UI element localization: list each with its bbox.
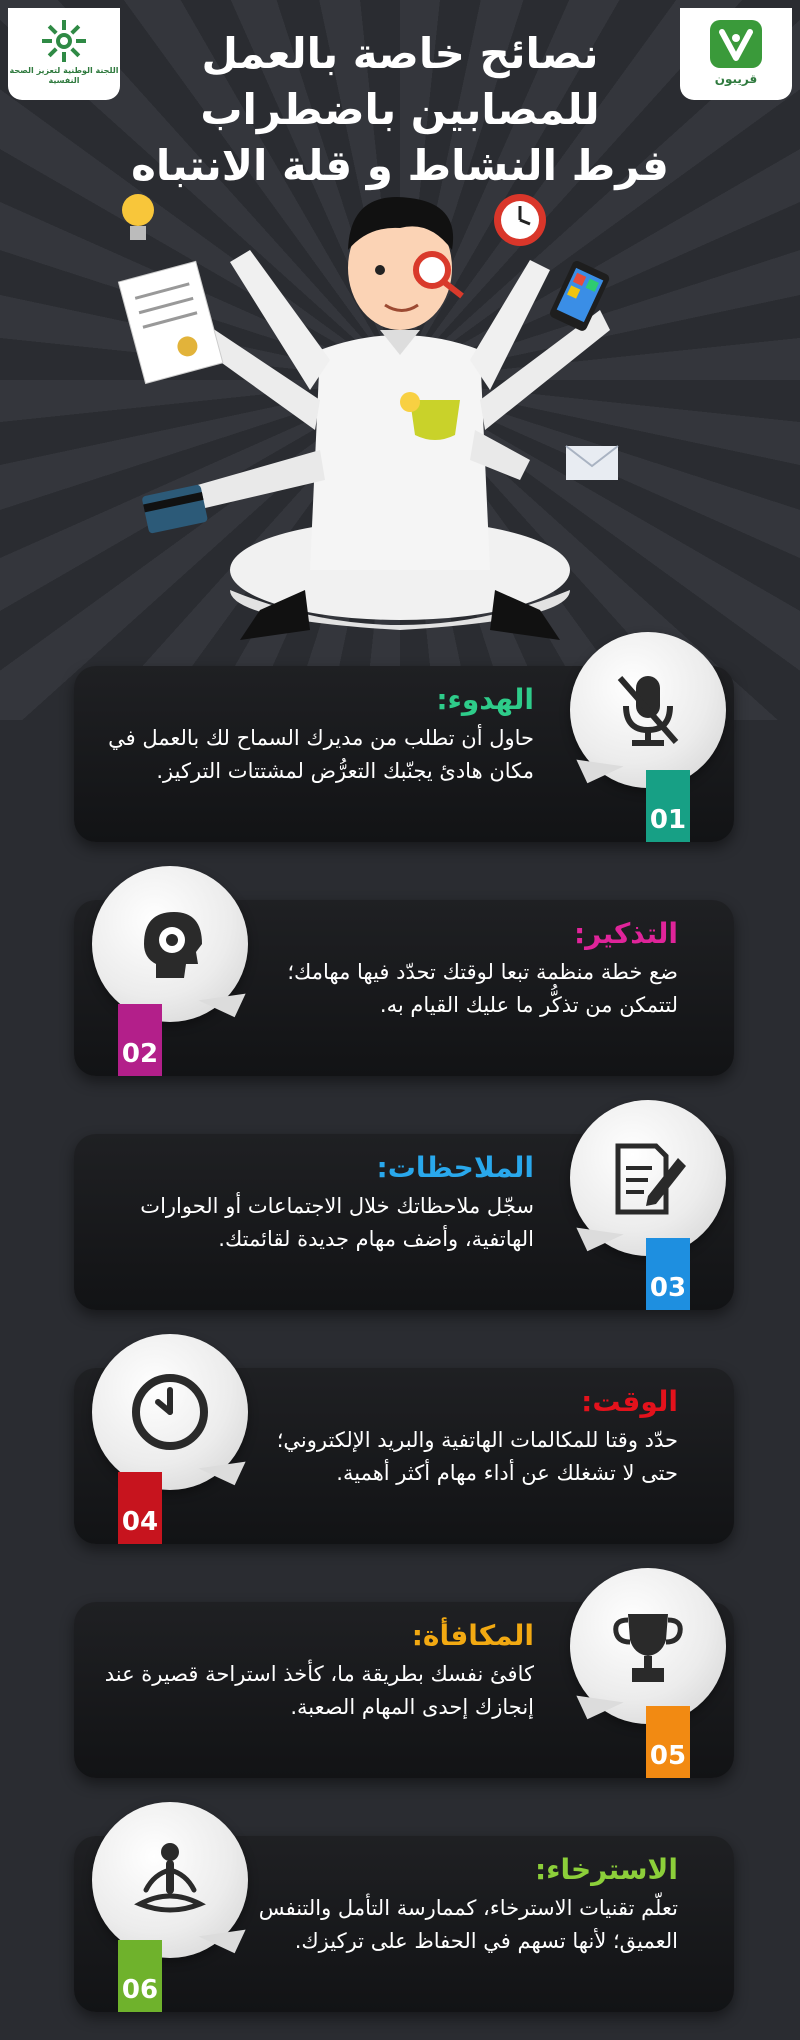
head-gear-icon: [130, 904, 210, 984]
tip-number: 02: [118, 1004, 162, 1076]
clock-icon: [130, 1372, 210, 1452]
tip-body: تعلّم تقنيات الاسترخاء، كممارسة التأمل والتنفس العميق؛ لأنها تسهم في الحفاظ على تركيزك.: [258, 1896, 678, 1953]
tip-bubble: [92, 1802, 248, 1958]
tip-body: حدّد وقتا للمكالمات الهاتفية والبريد الإلكتروني؛ حتى لا تشغلك عن أداء مهام أكثر أهمية.: [276, 1428, 678, 1485]
tip-number: 06: [118, 1940, 162, 2012]
note-pencil-icon: [608, 1138, 688, 1218]
tip-body: سجّل ملاحظاتك خلال الاجتماعات أو الحوارات الهاتفية، وأضف مهام جديدة لقائمتك.: [140, 1194, 534, 1251]
logo-right-caption: قريبون: [714, 72, 758, 86]
title-line-1: نصائح خاصة بالعمل: [201, 29, 599, 78]
tip-card-quiet: [74, 666, 734, 842]
tip-bubble: [92, 1334, 248, 1490]
meditation-icon: [130, 1840, 210, 1920]
tip-title: الملاحظات:: [376, 1151, 534, 1184]
tip-bubble: [92, 866, 248, 1022]
tip-bubble: [570, 632, 726, 788]
tip-bubble: [570, 1100, 726, 1256]
tip-number: 04: [118, 1472, 162, 1544]
tip-title: التذكير:: [573, 917, 678, 950]
tip-card-time: [74, 1368, 734, 1544]
tip-card-notes: [74, 1134, 734, 1310]
mute-microphone-icon: [608, 670, 688, 750]
tip-card-relaxation: [74, 1836, 734, 2012]
star-emblem-icon: [38, 18, 90, 64]
tip-title: الاسترخاء:: [534, 1853, 678, 1886]
tip-card-reward: [74, 1602, 734, 1778]
tip-number: 05: [646, 1706, 690, 1778]
page-title: [120, 26, 680, 194]
multitasking-man-illustration: [110, 190, 690, 660]
tip-title: الهدوء:: [436, 683, 534, 716]
title-line-2: للمصابين باضطراب: [200, 85, 600, 134]
qariboon-v-icon: [708, 18, 764, 70]
qariboon-logo: [680, 8, 792, 100]
tip-card-reminder: [74, 900, 734, 1076]
trophy-icon: [608, 1606, 688, 1686]
tip-body: حاول أن تطلب من مديرك السماح لك بالعمل في مكان هادئ يجنّبك التعرُّض لمشتتات التركيز.: [108, 726, 534, 783]
tip-title: الوقت:: [581, 1385, 678, 1418]
logo-left-caption: اللجنة الوطنية لتعزيز الصحة النفسية: [9, 66, 119, 85]
tip-body: ضع خطة منظمة تبعا لوقتك تحدّد فيها مهامك؛ لتتمكن من تذكُّر ما عليك القيام به.: [287, 960, 678, 1017]
tip-title: المكافأة:: [411, 1619, 534, 1652]
tip-number: 03: [646, 1238, 690, 1310]
tip-body: كافئ نفسك بطريقة ما، كأخذ استراحة قصيرة عند إنجازك إحدى المهام الصعبة.: [104, 1662, 534, 1719]
title-line-3: فرط النشاط و قلة الانتباه: [131, 141, 669, 190]
tip-bubble: [570, 1568, 726, 1724]
tip-number: 01: [646, 770, 690, 842]
national-committee-logo: [8, 8, 120, 100]
